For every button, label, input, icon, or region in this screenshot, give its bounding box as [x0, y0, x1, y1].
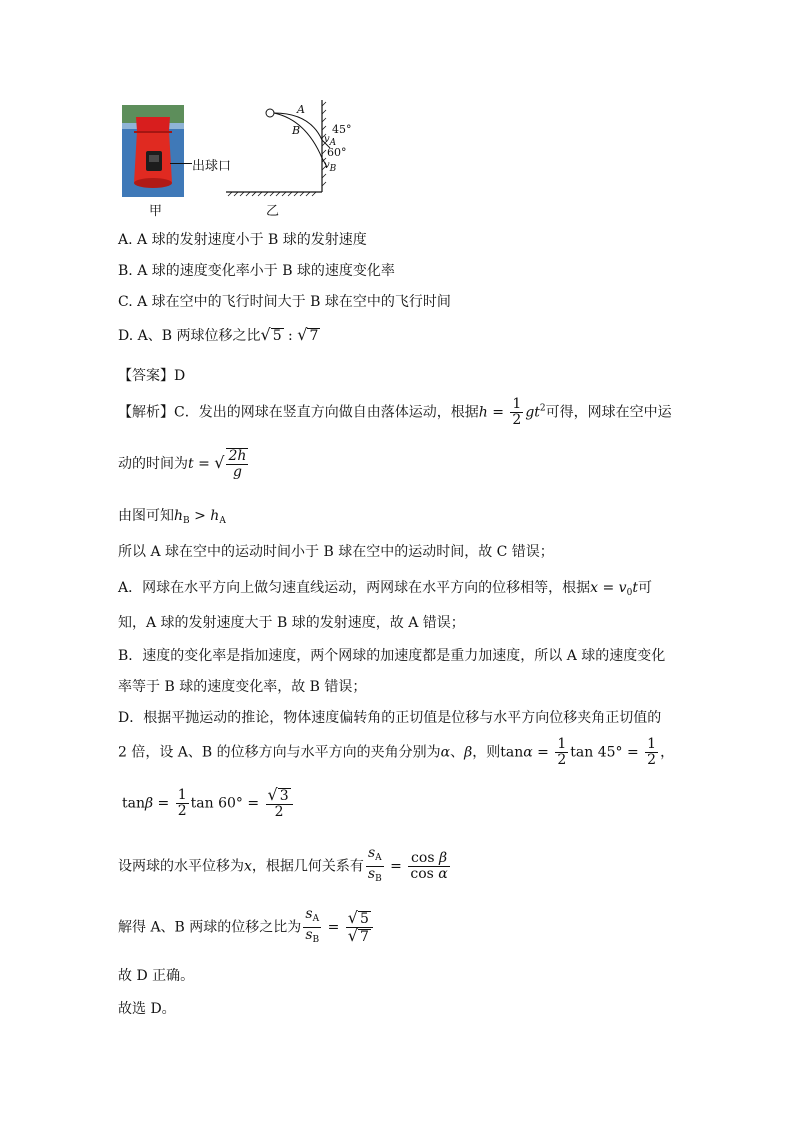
analysis-line-15: 故选 D。: [118, 1001, 176, 1017]
analysis-line-4: 所以 A 球在空中的运动时间小于 B 球在空中的运动时间，故 C 错误；: [118, 544, 554, 560]
angle-45-label: 45°: [332, 123, 352, 136]
velocity-B-label: vB: [324, 160, 337, 174]
analysis-line-3: 由图可知$h_B > h_A$: [118, 508, 226, 526]
velocity-A-label: vA: [324, 134, 337, 148]
analysis-line-1: 【解析】C．发出的网球在竖直方向做自由落体运动，根据h = $\frac{1}{2}$ $gt^2$可得，网球在空中运: [118, 396, 672, 428]
analysis-line-11: tanβ = $\frac{1}{2}$ tan 60° = $\frac{√ 3}{2}$: [122, 787, 295, 820]
analysis-line-2: 动的时间为t = √ $\frac{2h}{g}$: [118, 448, 247, 480]
outlet-pointer-line: [170, 163, 192, 164]
analysis-line-5: A．网球在水平方向上做匀速直线运动，两网球在水平方向的位移相等，根据$x = v_0t$可: [118, 580, 652, 598]
analysis-line-13: 解得 A、B 两球的位移之比为 $\frac{s_A}{s_B}$ = $\frac{√ 5}{√ 7}$: [118, 907, 375, 948]
option-c: C. A 球在空中的飞行时间大于 B 球在空中的飞行时间: [118, 294, 451, 310]
analysis-line-12: 设两球的水平位移为x，根据几何关系有 $\frac{s_A}{s_B}$ = $\frac{\text{cos β}}{\text{cos α}}$: [118, 845, 448, 884]
diagram-caption: 乙: [266, 204, 280, 219]
analysis-line-14: 故 D 正确。: [118, 968, 195, 984]
ball-machine-photo: [122, 105, 184, 197]
analysis-line-7: B．速度的变化率是指加速度，两个网球的加速度都是重力加速度，所以 A 球的速度变化: [118, 648, 666, 664]
label-B: B: [292, 124, 301, 137]
photo-caption: 甲: [149, 204, 163, 219]
option-b: B. A 球的速度变化率小于 B 球的速度变化率: [118, 263, 395, 279]
label-A: A: [297, 103, 305, 116]
analysis-line-9: D．根据平抛运动的推论，物体速度偏转角的正切值是位移与水平方向位移夹角正切值的: [118, 710, 662, 726]
option-d: D. A、B 两球位移之比√ 5 : √ 7: [118, 325, 319, 344]
outlet-label: 出球口: [192, 159, 232, 174]
angle-60-label: 60°: [327, 146, 347, 159]
analysis-line-6: 知，A 球的发射速度大于 B 球的发射速度，故 A 错误；: [118, 615, 465, 631]
analysis-line-8: 率等于 B 球的速度变化率，故 B 错误；: [118, 679, 367, 695]
answer-value: D: [174, 368, 186, 384]
analysis-line-10: 2 倍，设 A、B 的位移方向与水平方向的夹角分别为α、β，则tanα = $\frac{1}{2}$ tan 45° = $\frac{1}{2}$ ，: [118, 736, 675, 768]
option-a: A. A 球的发射速度小于 B 球的发射速度: [118, 232, 367, 248]
answer-line: 【答案】D: [118, 368, 186, 384]
